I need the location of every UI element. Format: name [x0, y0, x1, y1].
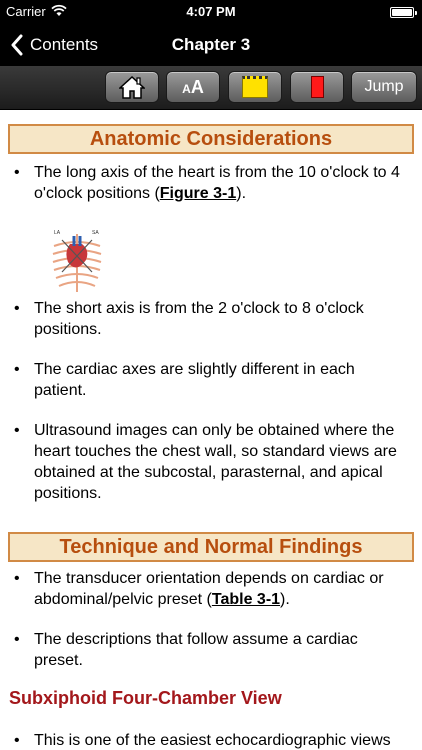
page-title: Chapter 3	[171, 35, 251, 54]
figure-label-right: SA	[92, 230, 99, 236]
back-to-contents-button[interactable]	[10, 32, 98, 58]
clock: 4:07 PM	[186, 4, 236, 19]
font-size-icon: AA	[182, 76, 204, 97]
bookmark-button[interactable]	[290, 71, 344, 103]
bookmark-icon	[311, 76, 324, 98]
home-icon	[119, 75, 145, 99]
section-heading-technique: Technique and Normal Findings	[8, 532, 414, 562]
figure-3-1-link[interactable]: Figure 3-1	[159, 185, 237, 202]
jump-button[interactable]: Jump	[351, 71, 417, 103]
battery-icon	[390, 7, 414, 18]
font-size-button[interactable]	[166, 71, 220, 103]
figure-label-left: LA	[54, 230, 61, 236]
note-button[interactable]	[228, 71, 282, 103]
home-button[interactable]	[105, 71, 159, 103]
status-bar	[0, 0, 422, 24]
note-icon	[242, 76, 268, 98]
back-chevron-icon	[10, 34, 24, 56]
heart-figure-icon[interactable]	[48, 226, 106, 296]
carrier-label: Carrier	[6, 4, 46, 19]
navigation-bar	[0, 24, 422, 66]
subheading-subxiphoid: Subxiphoid Four-Chamber View	[9, 688, 282, 708]
section-heading-anatomic: Anatomic Considerations	[8, 124, 414, 154]
table-3-1-link[interactable]: Table 3-1	[211, 591, 281, 608]
chapter-content[interactable]: Anatomic Considerations • The long axis of the heart is from the 10 o'clock to 4 o'clock positions (Figure 3-1). LA SA • The short axis is from the 2 o'clock to 8 o'clock positions. • The cardiac axes are slightly different in each patient. • Ultrasound images can only be obtained where the heart touches the chest wall, so standard views are obtained at the subcostal, parasternal, and apical positions. Technique and Normal Findings • The transducer orientation depends on cardiac or abdominal/pelvic preset (Table 3-1). • The descriptions that follow assume a cardiac preset. Subxiphoid Four-Chamber View • This is one of the easiest echocardiographic views	[0, 110, 422, 750]
toolbar	[0, 66, 422, 110]
back-button-label: Contents	[30, 35, 99, 54]
